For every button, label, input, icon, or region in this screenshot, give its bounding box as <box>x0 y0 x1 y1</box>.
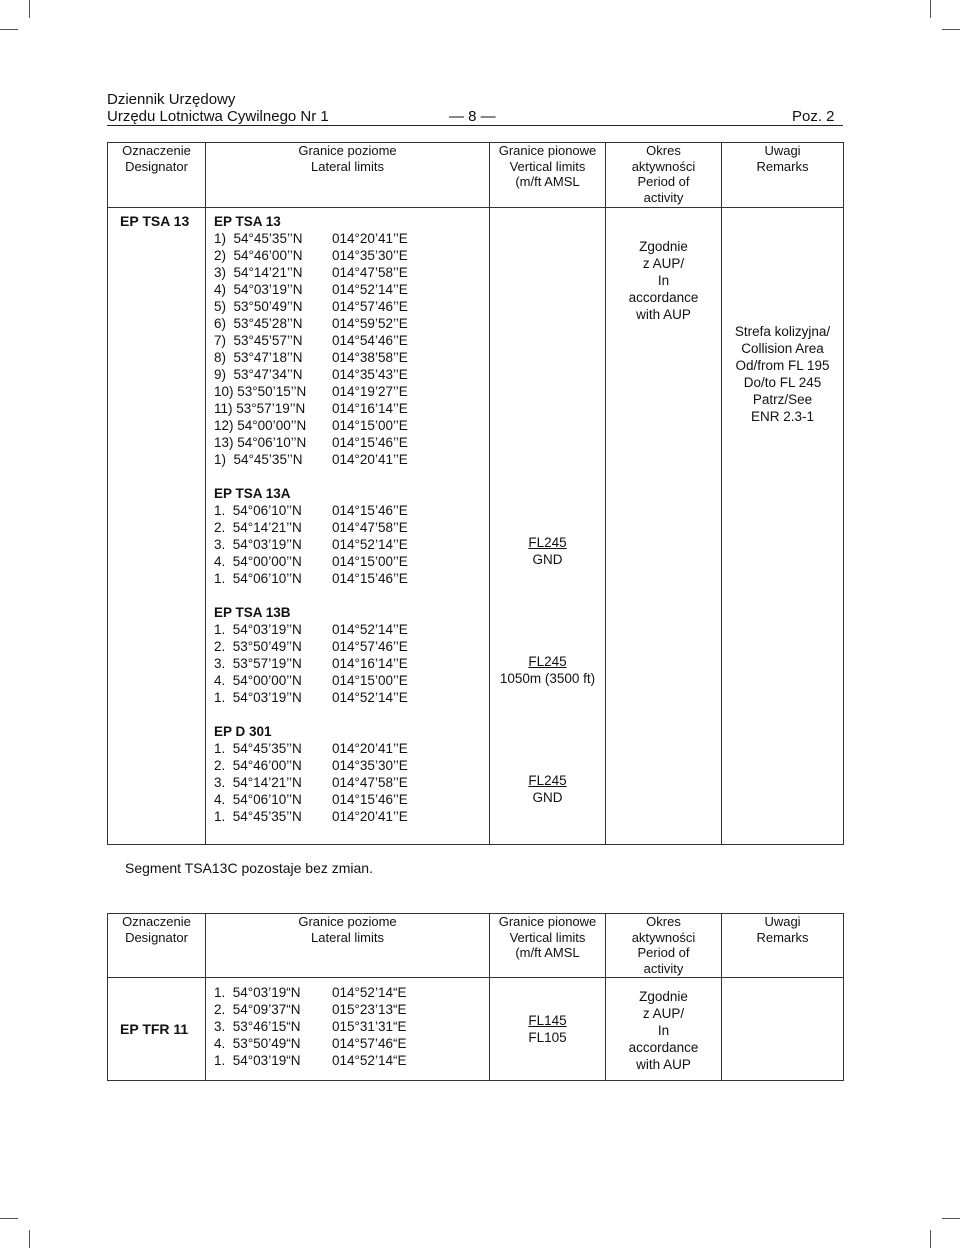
latitude: 4) 54°03’19’’N <box>214 282 303 297</box>
longitude: 015°31’31“E <box>332 1019 407 1034</box>
longitude: 014°15’46’’E <box>332 571 408 586</box>
coordinate-row <box>214 655 489 672</box>
latitude: 4. 54°00’00’’N <box>214 554 302 569</box>
longitude: 014°35’30’’E <box>332 758 408 773</box>
period-cell <box>606 978 722 1081</box>
col-remarks-en: Remarks <box>756 929 809 945</box>
longitude: 014°15’46’’E <box>332 435 408 450</box>
latitude: 3. 54°14’21’’N <box>214 775 302 790</box>
crop-mark-top-right-h <box>942 29 960 30</box>
longitude: 014°59’52’’E <box>332 316 408 331</box>
col-vertical-en: Vertical limits <box>509 929 586 945</box>
upper-limit: FL145 <box>528 1013 567 1028</box>
latitude: 1) 54°45’35’’N <box>214 452 303 467</box>
coordinate-row <box>214 349 489 366</box>
remarks-cell <box>722 208 844 845</box>
crop-mark-bottom-right <box>930 1230 931 1248</box>
latitude: 1. 54°45’35’’N <box>214 741 302 756</box>
coordinate-row <box>214 791 489 808</box>
coordinate-row <box>214 689 489 706</box>
col-vertical-unit: (m/ft AMSL <box>515 174 580 189</box>
col-vertical-pl: Granice pionowe <box>498 914 597 929</box>
coordinate-row <box>214 774 489 791</box>
designator-cell <box>108 978 206 1081</box>
longitude: 014°15’00’’E <box>332 418 408 433</box>
col-period-pl-1: Okres <box>646 914 681 929</box>
vertical-limit-block <box>490 772 605 806</box>
col-designator-header <box>108 143 206 208</box>
longitude: 014°47’58’’E <box>332 775 408 790</box>
airspace-section <box>214 485 489 587</box>
upper-limit: FL245 <box>528 654 567 669</box>
latitude: 2. 54°46’00’’N <box>214 758 302 773</box>
col-remarks-pl: Uwagi <box>764 914 801 929</box>
header-rule <box>107 125 843 126</box>
longitude: 014°47’58’’E <box>332 520 408 535</box>
period-line: accordance <box>628 290 699 305</box>
col-lateral-header <box>206 143 490 208</box>
coordinate-row <box>214 984 489 1001</box>
latitude: 3. 54°03’19’’N <box>214 537 302 552</box>
latitude: 5) 53°50’49’’N <box>214 299 303 314</box>
longitude: 014°19’27’’E <box>332 384 408 399</box>
latitude: 1. 54°06’10’’N <box>214 571 302 586</box>
latitude: 2. 53°50’49’’N <box>214 639 302 654</box>
coordinate-row <box>214 264 489 281</box>
col-lateral-en: Lateral limits <box>311 929 384 945</box>
col-designator-pl: Oznaczenie <box>122 914 191 929</box>
longitude: 014°57’46“E <box>332 1036 407 1051</box>
section-title: EP TSA 13B <box>214 605 291 620</box>
designator-cell <box>108 208 206 845</box>
coordinate-row <box>214 672 489 689</box>
period-line: z AUP/ <box>642 1006 685 1021</box>
longitude: 014°52’14’’E <box>332 282 408 297</box>
designator-value: EP TSA 13 <box>120 213 190 229</box>
col-lateral-pl: Granice poziome <box>298 143 397 158</box>
latitude: 1. 54°03’19“N <box>214 1053 301 1068</box>
vertical-limits-cell <box>490 978 606 1081</box>
coordinate-row <box>214 808 489 825</box>
col-period-header <box>606 914 722 978</box>
col-lateral-pl: Granice poziome <box>298 914 397 929</box>
latitude: 4. 54°00’00’’N <box>214 673 302 688</box>
longitude: 015°23’13“E <box>332 1002 407 1017</box>
coordinate-row <box>214 1018 489 1035</box>
coordinate-row <box>214 451 489 468</box>
latitude: 11) 53°57’19’’N <box>214 401 306 416</box>
longitude: 014°16’14’’E <box>332 401 408 416</box>
designator-value: EP TFR 11 <box>120 1021 189 1037</box>
table-header-row <box>108 914 844 978</box>
latitude: 1. 54°03’19“N <box>214 985 301 1000</box>
longitude: 014°52’14“E <box>332 1053 407 1068</box>
col-remarks-pl: Uwagi <box>764 143 801 158</box>
col-vertical-pl: Granice pionowe <box>498 143 597 158</box>
longitude: 014°52’14’’E <box>332 622 408 637</box>
segment-note: Segment TSA13C pozostaje bez zmian. <box>125 860 373 876</box>
coordinate-row <box>214 1035 489 1052</box>
crop-mark-bottom-left <box>29 1230 30 1248</box>
longitude: 014°15’00’’E <box>332 554 408 569</box>
lower-limit: FL105 <box>528 1030 567 1045</box>
lower-limit: 1050m (3500 ft) <box>499 671 596 686</box>
coordinate-row <box>214 1052 489 1069</box>
airspace-table-1 <box>107 142 844 845</box>
col-vertical-unit: (m/ft AMSL <box>515 945 580 960</box>
section-title: EP TSA 13A <box>214 486 291 501</box>
airspace-section <box>214 213 489 468</box>
coordinate-row <box>214 757 489 774</box>
longitude: 014°16’14’’E <box>332 656 408 671</box>
coordinate-row <box>214 230 489 247</box>
coordinate-row <box>214 519 489 536</box>
longitude: 014°52’14“E <box>332 985 407 1000</box>
longitude: 014°20’41’’E <box>332 809 408 824</box>
coordinate-row <box>214 1001 489 1018</box>
latitude: 3. 53°57’19’’N <box>214 656 302 671</box>
col-lateral-en: Lateral limits <box>311 158 384 174</box>
latitude: 1) 54°45’35’’N <box>214 231 303 246</box>
latitude: 3) 54°14’21’’N <box>214 265 303 280</box>
journal-title-line2: Urzędu Lotnictwa Cywilnego Nr 1 <box>107 108 329 125</box>
coordinate-row <box>214 434 489 451</box>
latitude: 10) 53°50’15’’N <box>214 384 307 399</box>
crop-mark-top-right <box>930 0 931 18</box>
section-title: EP D 301 <box>214 724 272 739</box>
coordinate-row <box>214 502 489 519</box>
longitude: 014°15’46’’E <box>332 503 408 518</box>
remarks-line: ENR 2.3-1 <box>750 409 815 424</box>
crop-mark-bottom-left-h <box>0 1218 18 1219</box>
longitude: 014°20’41’’E <box>332 231 408 246</box>
coordinate-row <box>214 740 489 757</box>
coordinate-row <box>214 247 489 264</box>
latitude: 9) 53°47’34’’N <box>214 367 303 382</box>
remarks-cell <box>722 978 844 1081</box>
coordinate-row <box>214 315 489 332</box>
latitude: 2. 54°09’37“N <box>214 1002 301 1017</box>
remarks-line: Do/to FL 245 <box>743 375 822 390</box>
remarks-line: Od/from FL 195 <box>735 358 830 373</box>
col-period-pl-2: aktywności <box>631 929 696 945</box>
period-line: In <box>657 273 670 288</box>
crop-mark-top-left <box>29 0 30 18</box>
lower-limit: GND <box>532 790 563 805</box>
period-line: with AUP <box>636 1057 691 1072</box>
page-number: — 8 — <box>449 108 496 125</box>
latitude: 8) 53°47’18’’N <box>214 350 303 365</box>
lateral-limits-cell <box>206 978 490 1081</box>
longitude: 014°35’30’’E <box>332 248 408 263</box>
coordinate-row <box>214 366 489 383</box>
latitude: 4. 53°50’49“N <box>214 1036 301 1051</box>
airspace-section <box>214 604 489 706</box>
airspace-section <box>214 723 489 825</box>
coordinate-row <box>214 638 489 655</box>
journal-title-line1: Dziennik Urzędowy <box>107 91 236 108</box>
longitude: 014°15’00’’E <box>332 673 408 688</box>
upper-limit: FL245 <box>528 535 567 550</box>
col-period-en-2: activity <box>643 960 684 976</box>
period-line: with AUP <box>636 307 691 322</box>
col-period-en-1: Period of <box>637 945 690 960</box>
longitude: 014°52’14’’E <box>332 690 408 705</box>
coordinate-row <box>214 400 489 417</box>
longitude: 014°38’58’’E <box>332 350 408 365</box>
coordinate-row <box>214 417 489 434</box>
col-designator-en: Designator <box>125 929 188 945</box>
col-period-en-1: Period of <box>637 174 690 189</box>
table-row <box>108 208 844 845</box>
col-period-pl-2: aktywności <box>631 158 696 174</box>
latitude: 1. 54°03’19’’N <box>214 690 302 705</box>
col-period-header <box>606 143 722 208</box>
lateral-limits-cell <box>206 208 490 845</box>
period-line: z AUP/ <box>642 256 685 271</box>
remarks-line: Patrz/See <box>752 392 813 407</box>
latitude: 1. 54°45’35’’N <box>214 809 302 824</box>
col-vertical-header <box>490 143 606 208</box>
col-period-en-2: activity <box>643 189 684 205</box>
remarks-line: Strefa kolizyjna/ <box>734 324 831 339</box>
period-line: accordance <box>628 1040 699 1055</box>
col-remarks-en: Remarks <box>756 158 809 174</box>
longitude: 014°47’58’’E <box>332 265 408 280</box>
latitude: 3. 53°46’15“N <box>214 1019 301 1034</box>
section-title: EP TSA 13 <box>214 214 281 229</box>
latitude: 2) 54°46’00’’N <box>214 248 303 263</box>
table-row <box>108 978 844 1081</box>
latitude: 1. 54°03’19’’N <box>214 622 302 637</box>
period-line: Zgodnie <box>639 989 688 1004</box>
position-number: Poz. 2 <box>792 108 835 125</box>
latitude: 13) 54°06’10’’N <box>214 435 307 450</box>
longitude: 014°57’46’’E <box>332 299 408 314</box>
col-designator-en: Designator <box>125 158 188 174</box>
col-designator-header <box>108 914 206 978</box>
longitude: 014°35’43’’E <box>332 367 408 382</box>
crop-mark-top-left-h <box>0 29 18 30</box>
col-designator-pl: Oznaczenie <box>122 143 191 158</box>
coordinate-row <box>214 570 489 587</box>
coordinate-row <box>214 298 489 315</box>
vertical-limit-block <box>490 534 605 568</box>
vertical-limit-block <box>490 653 605 687</box>
longitude: 014°52’14’’E <box>332 537 408 552</box>
period-line: In <box>657 1023 670 1038</box>
longitude: 014°20’41’’E <box>332 452 408 467</box>
latitude: 12) 54°00’00’’N <box>214 418 307 433</box>
remarks-line: Collision Area <box>741 341 824 356</box>
longitude: 014°54’46’’E <box>332 333 408 348</box>
latitude: 4. 54°06’10’’N <box>214 792 302 807</box>
coordinate-row <box>214 383 489 400</box>
lower-limit: GND <box>532 552 563 567</box>
period-cell <box>606 208 722 845</box>
period-line: Zgodnie <box>639 239 688 254</box>
longitude: 014°57’46’’E <box>332 639 408 654</box>
col-vertical-en: Vertical limits <box>509 158 586 174</box>
latitude: 1. 54°06’10’’N <box>214 503 302 518</box>
latitude: 7) 53°45’57’’N <box>214 333 303 348</box>
coordinate-row <box>214 281 489 298</box>
airspace-table-2 <box>107 913 844 1081</box>
latitude: 2. 54°14’21’’N <box>214 520 302 535</box>
lateral-limits-list <box>214 213 489 825</box>
col-remarks-header <box>722 914 844 978</box>
coordinate-row <box>214 536 489 553</box>
crop-mark-bottom-right-h <box>942 1218 960 1219</box>
coordinate-row <box>214 332 489 349</box>
coordinate-row <box>214 621 489 638</box>
longitude: 014°20’41’’E <box>332 741 408 756</box>
col-remarks-header <box>722 143 844 208</box>
longitude: 014°15’46’’E <box>332 792 408 807</box>
latitude: 6) 53°45’28’’N <box>214 316 303 331</box>
table-header-row <box>108 143 844 208</box>
lateral-limits-list <box>214 984 489 1069</box>
col-lateral-header <box>206 914 490 978</box>
upper-limit: FL245 <box>528 773 567 788</box>
coordinate-row <box>214 553 489 570</box>
col-vertical-header <box>490 914 606 978</box>
journal-title <box>107 91 329 125</box>
col-period-pl-1: Okres <box>646 143 681 158</box>
vertical-limits-cell <box>490 208 606 845</box>
